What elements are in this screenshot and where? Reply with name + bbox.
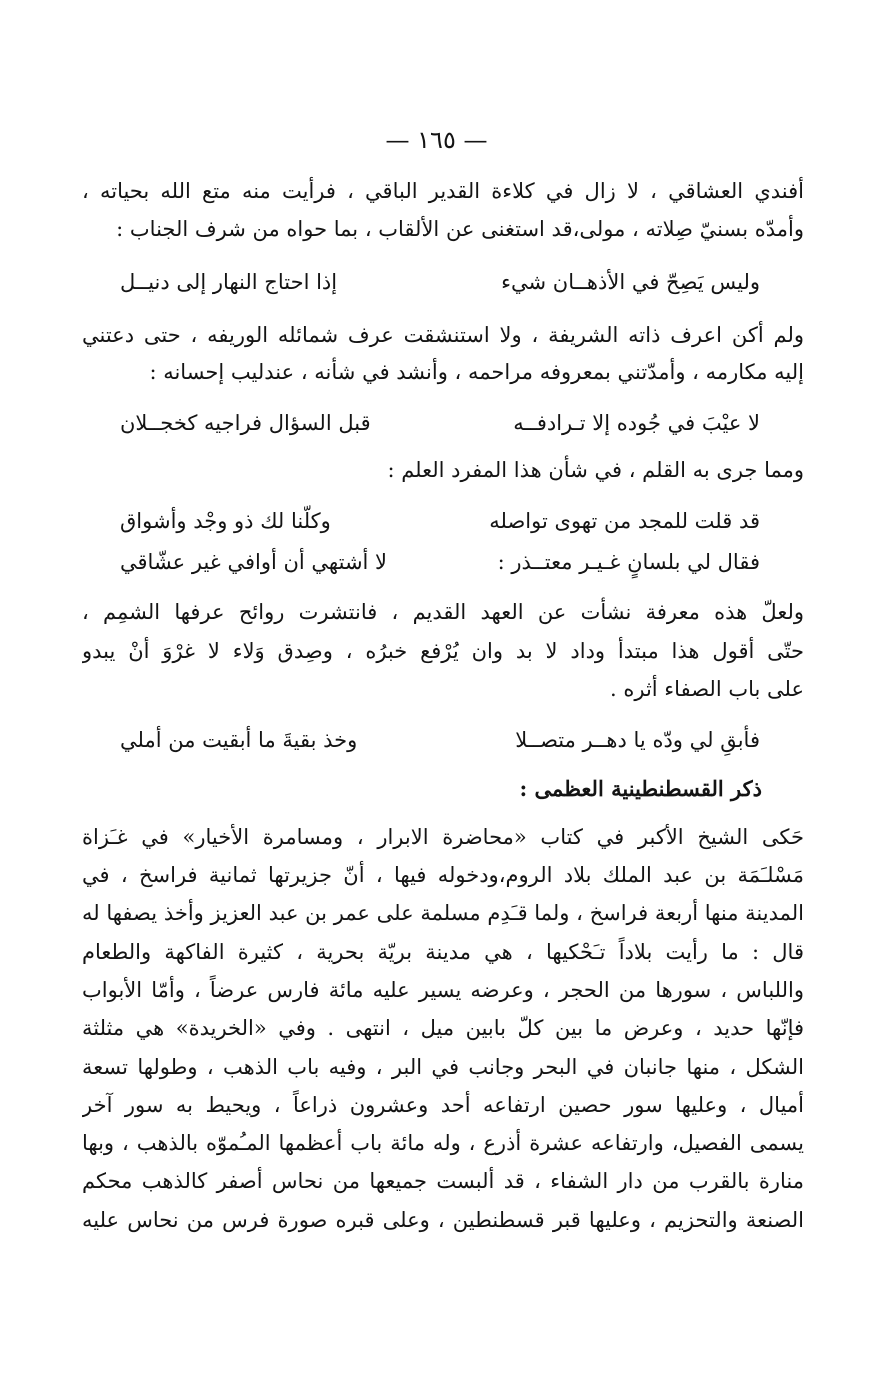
section-heading: ذكر القسطنطينية العظمى : xyxy=(519,776,762,801)
text-line: مَسْلـَمَة بن عبد الملك بلاد الروم،ودخوله فيها ، أنّ جزيرتها ثمانية فراسخ ، في xyxy=(82,863,804,887)
text-line: حَكى الشيخ الأكبر في كتاب «محاضرة الابرار ، ومسامرة الأخيار» في غـَزاة xyxy=(82,825,804,849)
verse-second-hemistich: وخذ بقيةَ ما أبقيت من أملي xyxy=(120,728,358,752)
verse-first-hemistich: قد قلت للمجد من تهوى تواصله xyxy=(489,509,760,533)
text-line: المدينة منها أربعة فراسخ ، ولما قـَدِم مسلمة على عمر بن عبد العزيز وأخذ يصفها له xyxy=(82,901,804,925)
verse-second-hemistich: لا أشتهي أن أوافي غير عشّاقي xyxy=(120,550,388,574)
text-line: وأمدّه بسنيّ صِلاته ، مولى،قد استغنى عن الألقاب ، بما حواه من شرف الجناب : xyxy=(116,217,804,241)
text-line: الصنعة والتحزيم ، وعليها قبر قسطنطين ، وعلى قبره صورة فرس من نحاس عليه xyxy=(82,1208,804,1232)
verse-second-hemistich: إذا احتاج النهار إلى دنيــل xyxy=(120,270,338,294)
text-line: حتّى أقول هذا مبتدأ وداد لا بد وان يُرْفع خبرُه ، وصِدق وَلاء لا غرْوَ أنْ يبدو xyxy=(82,639,804,663)
text-line: ولم أكن اعرف ذاته الشريفة ، ولا استنشقت عرف شمائله الوريفه ، حتى دعتني xyxy=(82,323,804,347)
text-line: أفندي العشاقي ، لا زال في كلاءة القدير الباقي ، فرأيت منه متع الله بحياته ، xyxy=(82,179,804,203)
text-line: فإنّها حديد ، وعرض ما بين كلّ بابين ميل ، انتهى . وفي «الخريدة» هي مثلثة xyxy=(82,1016,804,1040)
text-line: منارة بالقرب من دار الشفاء ، قد ألبست جميعها من نحاس أصفر كالذهب محكم xyxy=(82,1169,804,1193)
text-line: على باب الصفاء أثره . xyxy=(610,677,804,701)
text-line: الشكل ، منها جانبان في البحر وجانب في البر ، وفيه باب الذهب ، وطولها تسعة xyxy=(82,1055,804,1079)
verse-second-hemistich: قبل السؤال فراجيه كخجــلان xyxy=(120,411,371,435)
text-line: يسمى الفصيل، وارتفاعه عشرة أذرع ، وله مائة باب أعظمها المـُموّه بالذهب ، وبها xyxy=(82,1131,804,1155)
verse-first-hemistich: لا عيْبَ في جُوده إلا تـرادفــه xyxy=(513,411,760,435)
verse-second-hemistich: وكلّنا لك ذو وجْد وأشواق xyxy=(120,509,331,533)
page-number: — ١٦٥ — xyxy=(385,126,488,154)
verse-first-hemistich: وليس يَصِحّ في الأذهــان شيء xyxy=(501,270,760,294)
verse-first-hemistich: فقال لي بلسانٍ غـيـر معتــذر : xyxy=(497,550,760,574)
text-line: ومما جرى به القلم ، في شأن هذا المفرد العلم : xyxy=(387,458,804,482)
text-line: أميال ، وعليها سور حصين ارتفاعه أحد وعشرون ذراعاً ، ويحيط به سور آخر xyxy=(82,1093,804,1117)
text-line: إليه مكارمه ، وأمدّتني بمعروفه مراحمه ، وأنشد في شأنه ، عندليب إحسانه : xyxy=(149,360,804,384)
verse-first-hemistich: فأبقِ لي ودّه يا دهــر متصــلا xyxy=(515,728,760,752)
text-line: قال : ما رأيت بلاداً تـَحْكيها ، هي مدينة بريّة بحرية ، كثيرة الفاكهة والطعام xyxy=(82,940,804,964)
text-line: ولعلّ هذه معرفة نشأت عن العهد القديم ، فانتشرت روائح عرفها الشمِم ، xyxy=(82,600,804,624)
text-line: واللباس ، سورها من الحجر ، وعرضه يسير عليه مائة فارس عرضاً ، وأمّا الأبواب xyxy=(82,978,804,1002)
